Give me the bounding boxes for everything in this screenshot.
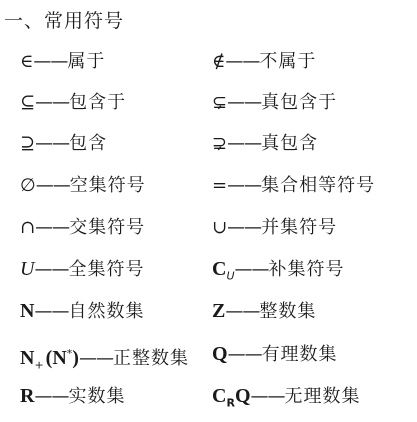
dash: —— bbox=[227, 133, 262, 154]
dash: —— bbox=[227, 217, 262, 238]
symbol: ⊊ bbox=[212, 92, 228, 113]
symbol: U bbox=[20, 258, 35, 280]
symbol-entry bbox=[20, 85, 126, 121]
symbol-entry bbox=[212, 168, 375, 204]
symbol-entry bbox=[20, 293, 144, 330]
dash: —— bbox=[35, 133, 70, 154]
dash: —— bbox=[34, 259, 69, 280]
symbol-entry bbox=[212, 44, 316, 80]
symbol-entry bbox=[20, 168, 146, 204]
dash: —— bbox=[227, 92, 262, 113]
symbol-name: 空集符号 bbox=[69, 175, 146, 196]
symbol-entry bbox=[20, 44, 105, 80]
symbol-entry bbox=[20, 336, 189, 384]
dash: —— bbox=[34, 386, 69, 407]
symbol-entry bbox=[20, 210, 145, 246]
symbol-row bbox=[0, 293, 417, 329]
symbol-name: 正整数集 bbox=[112, 348, 189, 369]
symbol: ∈ bbox=[20, 51, 34, 72]
symbol-row bbox=[0, 126, 417, 162]
dash: —— bbox=[35, 217, 70, 238]
symbol-entry bbox=[212, 336, 338, 373]
dash: —— bbox=[225, 51, 260, 72]
symbol-name: 整数集 bbox=[259, 301, 317, 322]
symbol-name: 补集符号 bbox=[268, 259, 345, 280]
symbol-row bbox=[0, 44, 417, 80]
symbol-subscript: + bbox=[34, 358, 44, 372]
symbol-subscript: R bbox=[226, 396, 235, 410]
dash: —— bbox=[227, 175, 262, 196]
symbol-entry bbox=[212, 293, 316, 330]
symbol-superscript: * bbox=[66, 347, 73, 360]
dash: —— bbox=[78, 348, 113, 369]
symbol: ⊋ bbox=[212, 133, 228, 154]
symbol: ∅ bbox=[20, 175, 36, 196]
symbol-name: 并集符号 bbox=[261, 217, 338, 238]
dash: —— bbox=[227, 344, 262, 365]
symbol-name: 真包含 bbox=[261, 133, 319, 154]
symbol: Z bbox=[212, 300, 226, 322]
symbol: ∪ bbox=[212, 217, 228, 238]
dash: —— bbox=[34, 301, 69, 322]
dash: —— bbox=[250, 386, 285, 407]
symbol: ⊇ bbox=[20, 133, 36, 154]
symbol-entry bbox=[212, 126, 318, 162]
dash: —— bbox=[35, 92, 70, 113]
symbol-name: 交集符号 bbox=[69, 217, 146, 238]
symbol-entry bbox=[20, 251, 144, 288]
symbol-row bbox=[0, 168, 417, 204]
symbol-row bbox=[0, 251, 417, 287]
symbol-name: 属于 bbox=[67, 51, 106, 72]
dash: —— bbox=[35, 175, 70, 196]
symbol-name: 有理数集 bbox=[261, 344, 338, 365]
symbol: = bbox=[212, 175, 228, 196]
symbol-name: 无理数集 bbox=[284, 386, 361, 407]
symbol-extra: (N bbox=[45, 347, 67, 369]
symbol: ∩ bbox=[20, 217, 36, 238]
symbol: N bbox=[20, 347, 35, 369]
symbol: R bbox=[20, 385, 35, 407]
symbol-name: 不属于 bbox=[259, 51, 317, 72]
symbol-entry bbox=[212, 85, 337, 121]
symbol-name: 集合相等符号 bbox=[261, 175, 376, 196]
symbol-name: 全集符号 bbox=[68, 259, 145, 280]
symbol: Q bbox=[212, 343, 228, 365]
dash: —— bbox=[234, 259, 269, 280]
symbol-name: 自然数集 bbox=[68, 301, 145, 322]
symbol-entry bbox=[20, 378, 125, 415]
symbol-entry bbox=[212, 378, 361, 422]
symbol-entry bbox=[212, 210, 337, 246]
symbol-subscript: U bbox=[226, 269, 235, 283]
dash: —— bbox=[225, 301, 260, 322]
symbol-name: 实数集 bbox=[68, 386, 126, 407]
symbol-row bbox=[0, 210, 417, 246]
symbol-extra-close: ) bbox=[72, 347, 79, 369]
symbol: ⊆ bbox=[20, 92, 36, 113]
dash: —— bbox=[33, 51, 68, 72]
symbol-extra: Q bbox=[234, 385, 251, 407]
symbol-entry bbox=[20, 126, 107, 162]
symbol-name: 真包含于 bbox=[261, 92, 338, 113]
symbol: C bbox=[212, 385, 227, 407]
symbol-entry bbox=[212, 251, 345, 295]
symbol-name: 包含于 bbox=[69, 92, 127, 113]
symbol-row bbox=[0, 336, 417, 372]
page-title: 一、常用符号 bbox=[4, 10, 125, 32]
symbol-row bbox=[0, 85, 417, 121]
symbol-name: 包含 bbox=[69, 133, 108, 154]
symbol: ∉ bbox=[212, 51, 226, 72]
symbol: C bbox=[212, 258, 227, 280]
symbol-row bbox=[0, 378, 417, 414]
symbol: N bbox=[20, 300, 35, 322]
